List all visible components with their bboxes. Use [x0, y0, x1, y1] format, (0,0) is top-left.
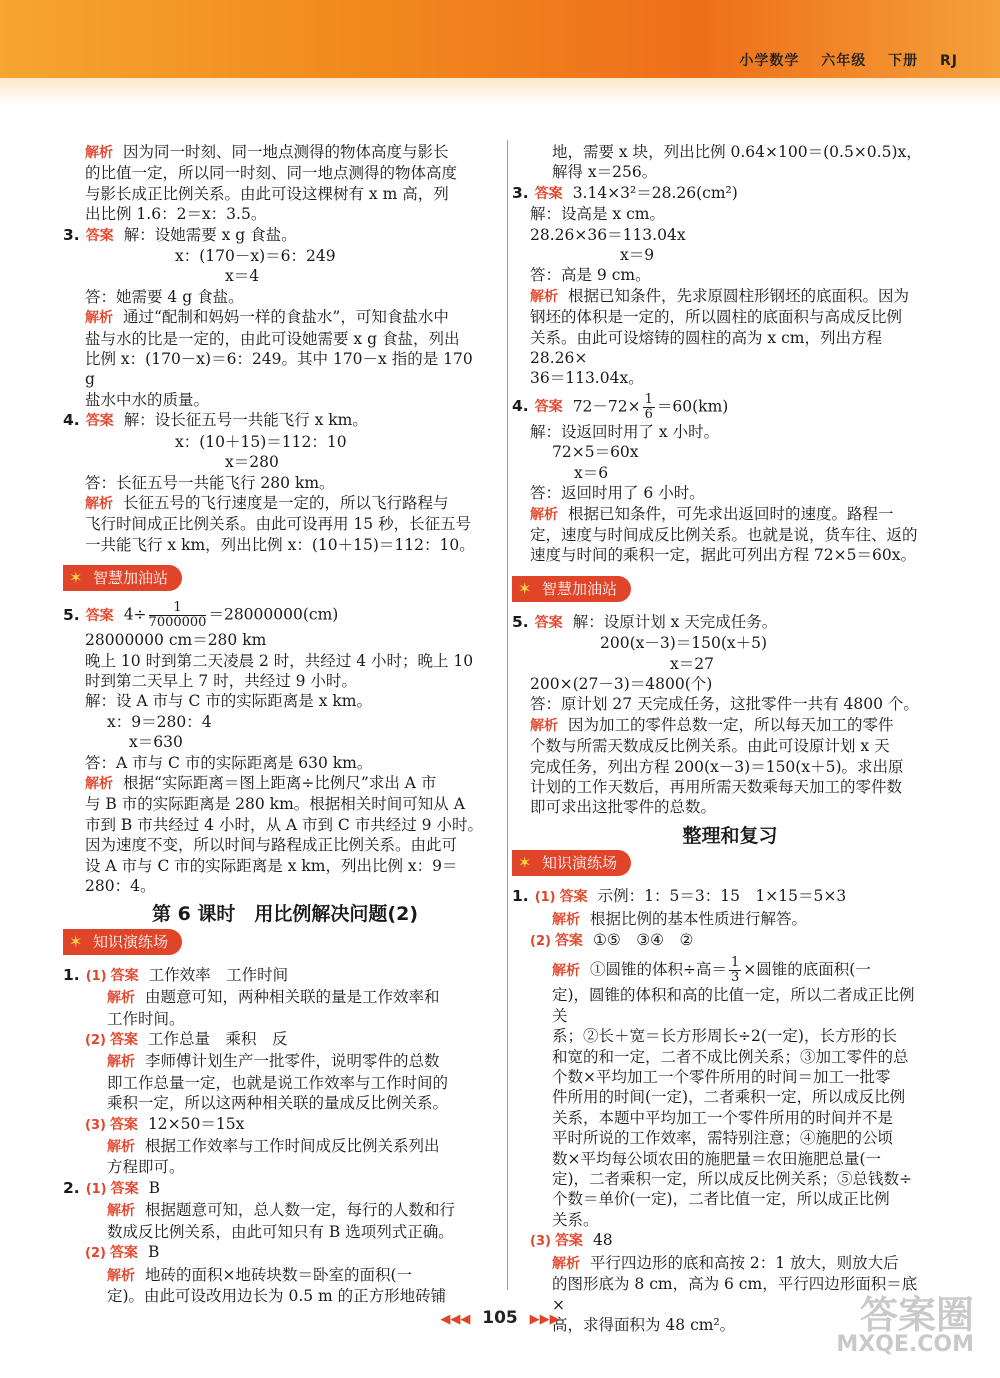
denominator: 3 — [731, 970, 740, 986]
grade: 六年级 — [821, 53, 867, 69]
analysis-label: 解析 — [552, 911, 580, 928]
equation: x：(170－x)＝6：249 — [175, 247, 336, 266]
analysis-label: 解析 — [107, 1203, 135, 1220]
sub-number: (2) — [530, 934, 551, 949]
answer-label: 答案 — [534, 185, 563, 202]
text: 和宽的和一定，二者不成比例关系；③加工零件的总 — [552, 1047, 909, 1066]
text: 200×(27－3)＝4800(个) — [530, 674, 713, 693]
question-number: 3. — [512, 183, 529, 202]
text: B — [147, 1243, 160, 1262]
equation: x＝280 — [225, 453, 279, 472]
section-header-wisdom: ✶ 智慧加油站 — [63, 565, 182, 591]
text: 个数与所需天数成反比例关系。由此可设原计划 x 天 — [530, 737, 890, 756]
text: 地砖的面积×地砖块数＝卧室的面积(一 — [145, 1265, 413, 1284]
sub-number: (1) — [85, 968, 107, 984]
text: 定)，圆锥的体积和高的比值一定，所以二者成正比例关 — [552, 986, 915, 1025]
text: ①圆锥的体积÷高＝ — [590, 960, 727, 979]
numerator: 1 — [149, 601, 207, 616]
text: 关系。由此可设熔铸的圆柱的高为 x cm，列出方程28.26× — [530, 328, 882, 368]
text: 完成任务，列出方程 200(x－3)＝150(x＋5)。求出原 — [530, 757, 904, 776]
equation: 28.26×36＝113.04x — [530, 225, 686, 244]
page-number: 105 — [482, 1308, 518, 1328]
text: 答：长征五号一共能飞行 280 km。 — [85, 473, 335, 492]
equation: 200(x－3)＝150(x＋5) — [600, 634, 768, 653]
answer-label: 答案 — [110, 1180, 139, 1197]
text: 答：高是 9 cm。 — [530, 266, 651, 285]
chapter-title: 整理和复习 — [682, 824, 778, 847]
lesson-title: 第 6 课时 用比例解决问题(2) — [151, 903, 419, 926]
text: 答：她需要 4 g 食盐。 — [85, 287, 244, 306]
text: 通过“配制和妈妈一样的食盐水”，可知食盐水中 — [123, 308, 449, 327]
text: 工作时间。 — [107, 1009, 185, 1028]
equation: 72×5＝60x — [552, 443, 639, 462]
answer-label: 答案 — [109, 1116, 138, 1133]
text: 因为速度不变，所以时间与路程成正比例关系。由此可 — [85, 836, 458, 855]
analysis-label: 解析 — [85, 145, 113, 161]
analysis-label: 解析 — [107, 1267, 135, 1284]
text: 出比例 1.6：2＝x：3.5。 — [85, 205, 267, 224]
sub-number: (1) — [534, 890, 556, 906]
equation: x＝9 — [620, 246, 655, 265]
analysis-label: 解析 — [552, 962, 580, 979]
analysis-label: 解析 — [85, 310, 113, 327]
numerator: 1 — [644, 391, 653, 407]
text: 钢坯的体积是一定的，所以圆柱的底面积与高成反比例 — [530, 308, 903, 327]
text: 乘积一定，所以这两种相关联的量成反比例关系。 — [107, 1094, 449, 1113]
answer-label: 答案 — [85, 413, 114, 430]
text: 晚上 10 时到第二天凌晨 2 时，共经过 4 小时；晚上 10 — [85, 651, 474, 670]
text: 解：设返回时用了 x 小时。 — [530, 422, 720, 441]
question-number: 5. — [63, 605, 80, 624]
prev-arrows-icon: ◀◀◀ — [440, 1312, 471, 1327]
analysis-label: 解析 — [552, 1255, 580, 1272]
text: ＝60(km) — [656, 397, 729, 416]
text: 根据题意可知，总人数一定，每行的人数和行 — [145, 1201, 456, 1220]
header-fade — [0, 78, 1000, 106]
text: 个数＝单价(一定)，二者比值一定，所以成正比例 — [552, 1190, 890, 1209]
text: 关系，本题中平均加工一个零件所用的时间并不是 — [552, 1108, 894, 1127]
text: 平行四边形的底和高按 2：1 放大，则放大后 — [590, 1253, 899, 1272]
text: 盐与水的比是一定的，由此可设她需要 x g 食盐，列出 — [85, 329, 460, 348]
equation: x＝630 — [129, 733, 183, 752]
sub-number: (3) — [85, 1117, 106, 1133]
equation: x＝4 — [225, 267, 260, 286]
question-number: 2. — [63, 1178, 80, 1197]
text: 速度与时间的乘积一定，据此可列出方程 72×5＝60x。 — [530, 546, 916, 565]
text: 根据比例的基本性质进行解答。 — [590, 909, 808, 928]
text: 72－72× — [572, 397, 641, 416]
text: 答：返回时用了 6 小时。 — [530, 484, 705, 503]
answer-label: 答案 — [85, 227, 114, 244]
fraction — [149, 601, 207, 630]
question-number: 1. — [63, 965, 80, 984]
text: 因为同一时刻、同一地点测得的物体高度与影长 — [123, 143, 449, 161]
text: 根据工作效率与工作时间成反比例关系列出 — [145, 1137, 440, 1156]
right-column — [512, 142, 930, 1335]
text: 比例 x：(170－x)＝6：249。其中 170－x 指的是 170 g — [85, 350, 473, 389]
text: 市到 B 市共经过 4 小时，从 A 市到 C 市共经过 9 小时。 — [85, 815, 483, 834]
text: 地，需要 x 块，列出比例 0.64×100＝(0.5×0.5)x， — [552, 143, 922, 161]
text: 36＝113.04x。 — [530, 369, 644, 388]
answer-label: 答案 — [559, 889, 588, 906]
text: 280：4。 — [85, 877, 156, 895]
book-header — [723, 50, 958, 70]
analysis-label: 解析 — [530, 288, 558, 305]
answer-label: 答案 — [109, 1032, 138, 1049]
question-number: 4. — [63, 411, 80, 430]
text: 工作效率 工作时间 — [148, 965, 289, 984]
text: 李师傅计划生产一批零件，说明零件的总数 — [145, 1052, 440, 1071]
analysis-label: 解析 — [85, 775, 113, 792]
answer-label: 答案 — [85, 607, 114, 624]
text: 答：原计划 27 天完成任务，这批零件一共有 4800 个。 — [530, 695, 919, 714]
equation: x＝6 — [574, 463, 609, 482]
analysis-label: 解析 — [530, 506, 558, 523]
analysis-label: 解析 — [107, 1139, 135, 1156]
sub-number: (2) — [85, 1246, 106, 1262]
answer-label: 答案 — [534, 614, 563, 631]
text: 的比值一定，所以同一时刻、同一地点测得的物体高度 — [85, 164, 458, 183]
text: 即工作总量一定，也就是说工作效率与工作时间的 — [107, 1073, 449, 1092]
text: 48 — [592, 1231, 613, 1250]
text: 计划的工作天数后，再用所需天数乘每天加工的零件数 — [530, 777, 903, 796]
text: 关系。 — [552, 1210, 599, 1229]
fraction — [643, 393, 655, 422]
text: 定)，二者乘积一定，所以成反比例关系；⑤总钱数÷ — [552, 1170, 913, 1189]
text: 个数×平均加工一个零件所用的时间＝加工一批零 — [552, 1068, 891, 1087]
sub-number: (2) — [85, 1033, 106, 1049]
text: 设 A 市与 C 市的实际距离是 x km，列出比例 x：9＝ — [85, 856, 458, 875]
text: 定)。由此可设改用边长为 0.5 m 的正方形地砖铺 — [107, 1286, 447, 1305]
text: 答：A 市与 C 市的实际距离是 630 km。 — [85, 753, 373, 772]
text: 高，求得面积为 48 cm²。 — [552, 1315, 736, 1334]
text: 工作总量 乘积 反 — [147, 1030, 288, 1049]
text: 解得 x＝256。 — [552, 163, 658, 182]
text: 解：设原计划 x 天完成任务。 — [572, 612, 778, 631]
text: 时到第二天早上 7 时，共经过 9 小时。 — [85, 671, 357, 690]
equation: x：9＝280：4 — [107, 712, 212, 731]
text: 28000000 cm＝280 km — [85, 631, 267, 650]
text: 数成反比例关系，由此可知只有 B 选项列式正确。 — [107, 1222, 454, 1241]
text: 由题意可知，两种相关联的量是工作效率和 — [145, 988, 440, 1007]
text: ＝28000000(cm) — [208, 605, 339, 624]
text: 一共能飞行 x km，列出比例 x：(10＋15)＝112：10。 — [85, 535, 475, 554]
edition: RJ — [940, 53, 958, 69]
text: 根据已知条件，先求原圆柱形钢坯的底面积。因为 — [568, 286, 910, 305]
answer-label: 答案 — [554, 933, 583, 949]
question-number: 1. — [512, 887, 529, 906]
analysis-label: 解析 — [85, 495, 113, 512]
text: 盐水中水的质量。 — [85, 390, 210, 409]
text: 根据“实际距离＝图上距离÷比例尺”求出 A 市 — [123, 773, 437, 792]
text: 因为加工的零件总数一定，所以每天加工的零件 — [568, 715, 894, 734]
text: 示例：1：5＝3：15 1×15＝5×3 — [597, 887, 847, 906]
sub-number: (1) — [85, 1181, 107, 1197]
sub-number: (3) — [530, 1234, 551, 1250]
question-number: 5. — [512, 612, 529, 631]
next-arrows-icon: ▶▶▶ — [529, 1312, 560, 1327]
equation: x＝27 — [670, 654, 714, 673]
text: 解：设她需要 x g 食盐。 — [123, 225, 297, 244]
section-header-practice: ✶ 知识演练场 — [63, 929, 182, 955]
analysis-label: 解析 — [107, 1054, 135, 1071]
text: 4÷ — [123, 605, 147, 624]
denominator: 7000000 — [148, 615, 207, 631]
fraction — [729, 956, 741, 985]
equation: x：(10＋15)＝112：10 — [175, 432, 347, 451]
text: ①⑤ ③④ ② — [592, 931, 694, 949]
column-divider — [507, 140, 508, 1290]
text: B — [148, 1178, 161, 1197]
numerator: 1 — [731, 955, 740, 971]
section-header-wisdom: ✶ 智慧加油站 — [512, 576, 631, 602]
text: 飞行时间成正比例关系。由此可设再用 15 秒，长征五号 — [85, 515, 472, 534]
text: 根据已知条件，可先求出返回时的速度。路程一 — [568, 504, 894, 523]
analysis-label: 解析 — [530, 717, 558, 734]
answer-label: 答案 — [554, 1233, 583, 1250]
watermark-logo: 答案圈 — [859, 1293, 974, 1337]
text: 件所用的时间(一定)，二者乘积一定，所以成反比例 — [552, 1088, 906, 1107]
text: 的图形底为 8 cm，高为 6 cm，平行四边形面积＝底× — [552, 1275, 918, 1314]
text: ×圆锥的底面积(一 — [743, 960, 871, 979]
question-number: 3. — [63, 225, 80, 244]
text: 定，速度与时间成反比例关系。也就是说，货车往、返的 — [530, 525, 918, 544]
text: 与影长成正比例关系。由此可设这棵树有 x m 高，列 — [85, 184, 449, 203]
section-header-practice: ✶ 知识演练场 — [512, 850, 631, 876]
text: 与 B 市的实际距离是 280 km。根据相关时间可知从 A — [85, 795, 465, 814]
watermark — [836, 1293, 974, 1360]
subject: 小学数学 — [739, 53, 800, 69]
question-number: 4. — [512, 397, 529, 416]
text: 解：设长征五号一共能飞行 x km。 — [123, 411, 368, 430]
text: 3.14×3²＝28.26(cm²) — [572, 183, 738, 202]
answer-label: 答案 — [110, 967, 139, 984]
text: 系；②长＋宽＝长方形周长÷2(一定)，长方形的长 — [552, 1027, 897, 1046]
watermark-url: MXQE.COM — [836, 1332, 974, 1357]
text: 12×50＝15x — [147, 1114, 245, 1133]
analysis-label: 解析 — [107, 990, 135, 1007]
answer-label: 答案 — [109, 1245, 138, 1262]
text: 即可求出这批零件的总数。 — [530, 798, 717, 817]
text: 长征五号的飞行速度是一定的，所以飞行路程与 — [123, 493, 449, 512]
text: 方程即可。 — [107, 1158, 185, 1177]
text: 解：设高是 x cm。 — [530, 205, 665, 224]
text: 数×平均每公顷农田的施肥量＝农田施肥总量(一 — [552, 1149, 882, 1168]
text: 平时所说的工作效率，需特别注意；④施肥的公顷 — [552, 1129, 894, 1148]
answer-label: 答案 — [534, 399, 563, 416]
left-column — [63, 142, 485, 1306]
term: 下册 — [888, 53, 919, 69]
text: 解：设 A 市与 C 市的实际距离是 x km。 — [85, 692, 372, 711]
denominator: 6 — [644, 406, 653, 422]
